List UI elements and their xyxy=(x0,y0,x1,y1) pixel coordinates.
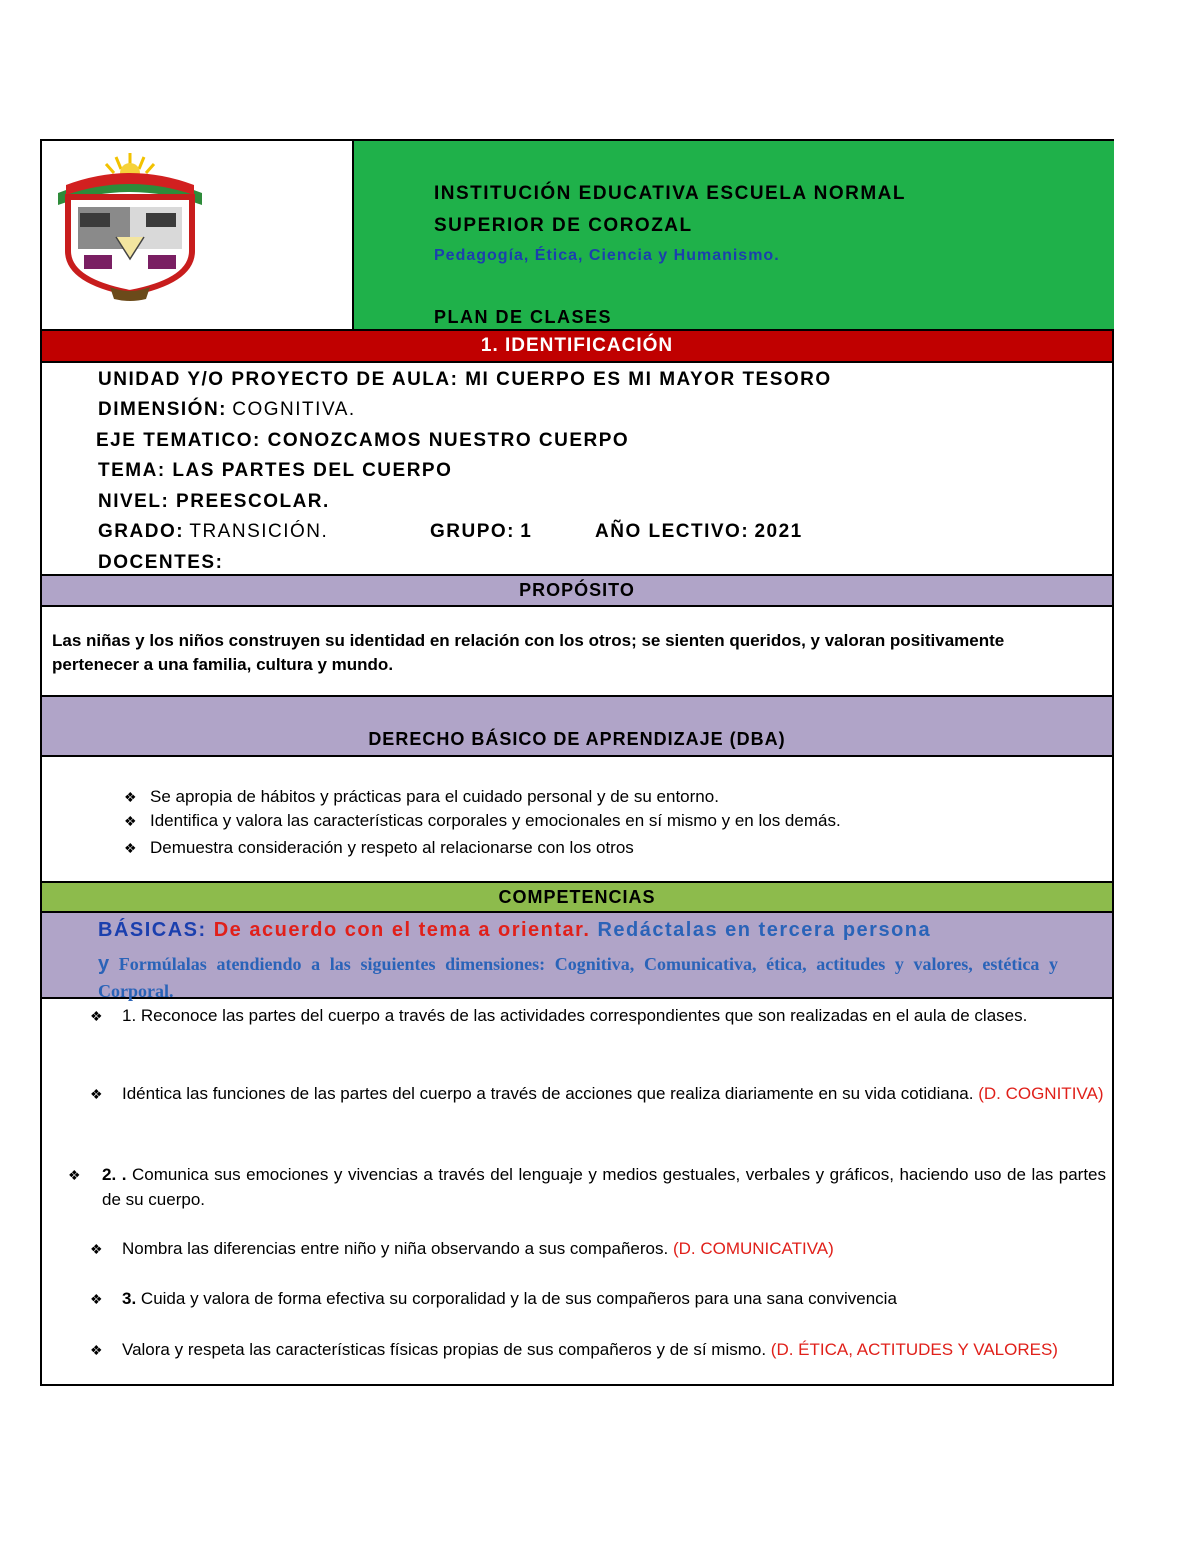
diamond-bullet-icon: ❖ xyxy=(124,813,137,829)
dba-list xyxy=(110,785,1070,860)
identificacion-section xyxy=(42,363,1112,576)
dimension-tag: (D. ÉTICA, ACTITUDES Y VALORES) xyxy=(770,1340,1058,1359)
basicas-dimensions-text: Formúlalas atendiendo a las siguientes dimensiones: Cognitiva, Comunicativa, ética, actitudes y valores, estética y Corporal. xyxy=(98,954,1059,1001)
diamond-bullet-icon: ❖ xyxy=(90,1241,103,1257)
tema-line: TEMA: LAS PARTES DEL CUERPO xyxy=(98,460,453,481)
diamond-bullet-icon: ❖ xyxy=(124,840,137,856)
identificacion-header: 1. IDENTIFICACIÓN xyxy=(42,329,1112,363)
anio-value: 2021 xyxy=(754,521,803,542)
basicas-band xyxy=(42,913,1112,999)
institution-header xyxy=(354,141,1114,329)
basicas-label: BÁSICAS: xyxy=(98,919,207,941)
dba-item: ❖ Identifica y valora las características corporales y emocionales en sí mismo y en los demás. xyxy=(110,809,1070,833)
eje-line: EJE TEMATICO: CONOZCAMOS NUESTRO CUERPO xyxy=(96,430,630,451)
dimension-tag: (D. COMUNICATIVA) xyxy=(672,1239,834,1258)
dimension-line xyxy=(98,399,356,421)
document-title: PLAN DE CLASES xyxy=(434,307,613,327)
institution-name-line1: INSTITUCIÓN EDUCATIVA ESCUELA NORMAL xyxy=(434,183,906,204)
competencia-item: ❖ 1. Reconoce las partes del cuerpo a través de las actividades correspondientes que son realizadas en el aula de clases. xyxy=(90,1003,1106,1028)
competencia-item: ❖ Nombra las diferencias entre niño y niña observando a sus compañeros. (D. COMUNICATIVA) xyxy=(90,1236,1106,1261)
anio-label: AÑO LECTIVO: xyxy=(595,521,750,542)
dimension-value: COGNITIVA. xyxy=(232,399,356,420)
proposito-header: PROPÓSITO xyxy=(42,574,1112,607)
competencia-item: ❖ Idéntica las funciones de las partes del cuerpo a través de acciones que realiza diariamente en su vida cotidiana. (D. COGNITIVA) xyxy=(90,1081,1106,1106)
competencia-item: ❖ Valora y respeta las características físicas propias de sus compañeros y de sí mismo. (D. ÉTICA, ACTITUDES Y VALORES) xyxy=(90,1337,1106,1362)
institution-name-line2: SUPERIOR DE COROZAL xyxy=(434,215,693,236)
basicas-line2: y Formúlalas atendiendo a las siguientes dimensiones: Cognitiva, Comunicativa, ética, actitudes y valores, estética y Corporal. xyxy=(98,953,1059,1001)
diamond-bullet-icon: ❖ xyxy=(90,1008,103,1024)
dimension-tag: (D. COGNITIVA) xyxy=(978,1084,1104,1103)
unidad-line: UNIDAD Y/O PROYECTO DE AULA: MI CUERPO ES MI MAYOR TESORO xyxy=(98,369,832,390)
competencias-header: COMPETENCIAS xyxy=(42,881,1112,913)
logo-cell xyxy=(42,141,354,329)
school-crest-logo xyxy=(50,151,210,301)
grupo-value: 1 xyxy=(520,521,533,542)
grupo-line xyxy=(430,521,532,543)
competencia-item: ❖ 2. . Comunica sus emociones y vivencias a través del lenguaje y medios gestuales, verbales y gráficos, haciendo uso de las partes de su cuerpo. xyxy=(68,1165,1106,1209)
diamond-bullet-icon: ❖ xyxy=(68,1167,81,1183)
grado-label: GRADO: xyxy=(98,521,185,542)
diamond-bullet-icon: ❖ xyxy=(90,1342,103,1358)
grado-line xyxy=(98,521,328,543)
diamond-bullet-icon: ❖ xyxy=(124,789,137,805)
basicas-red-text: De acuerdo con el tema a orientar. xyxy=(213,919,591,941)
docentes-line: DOCENTES: xyxy=(98,552,224,573)
anio-line xyxy=(595,521,803,543)
basicas-line1 xyxy=(98,919,931,942)
dba-header: DERECHO BÁSICO DE APRENDIZAJE (DBA) xyxy=(42,695,1112,757)
grupo-label: GRUPO: xyxy=(430,521,515,542)
institution-motto: Pedagogía, Ética, Ciencia y Humanismo. xyxy=(434,247,780,264)
competencia-item: ❖ 3. Cuida y valora de forma efectiva su corporalidad y la de sus compañeros para una sana convivencia xyxy=(90,1286,1106,1311)
nivel-line: NIVEL: PREESCOLAR. xyxy=(98,491,330,512)
diamond-bullet-icon: ❖ xyxy=(90,1291,103,1307)
dimension-label: DIMENSIÓN: xyxy=(98,399,227,420)
basicas-blue-text: Redáctalas en tercera persona xyxy=(597,919,932,941)
dba-item: ❖ Se apropia de hábitos y prácticas para el cuidado personal y de su entorno. xyxy=(110,785,1070,809)
competencia-number: 3. xyxy=(122,1289,137,1308)
diamond-bullet-icon: ❖ xyxy=(90,1086,103,1102)
lesson-plan-frame xyxy=(40,139,1114,1386)
competencia-number: 2. . xyxy=(102,1165,127,1184)
dba-item: ❖ Demuestra consideración y respeto al relacionarse con los otros xyxy=(110,836,1070,860)
proposito-text: Las niñas y los niños construyen su identidad en relación con los otros; se sienten queridos, y valoran positivamente pertenecer a una familia, cultura y mundo. xyxy=(52,631,1005,674)
grado-value: TRANSICIÓN. xyxy=(189,521,329,542)
